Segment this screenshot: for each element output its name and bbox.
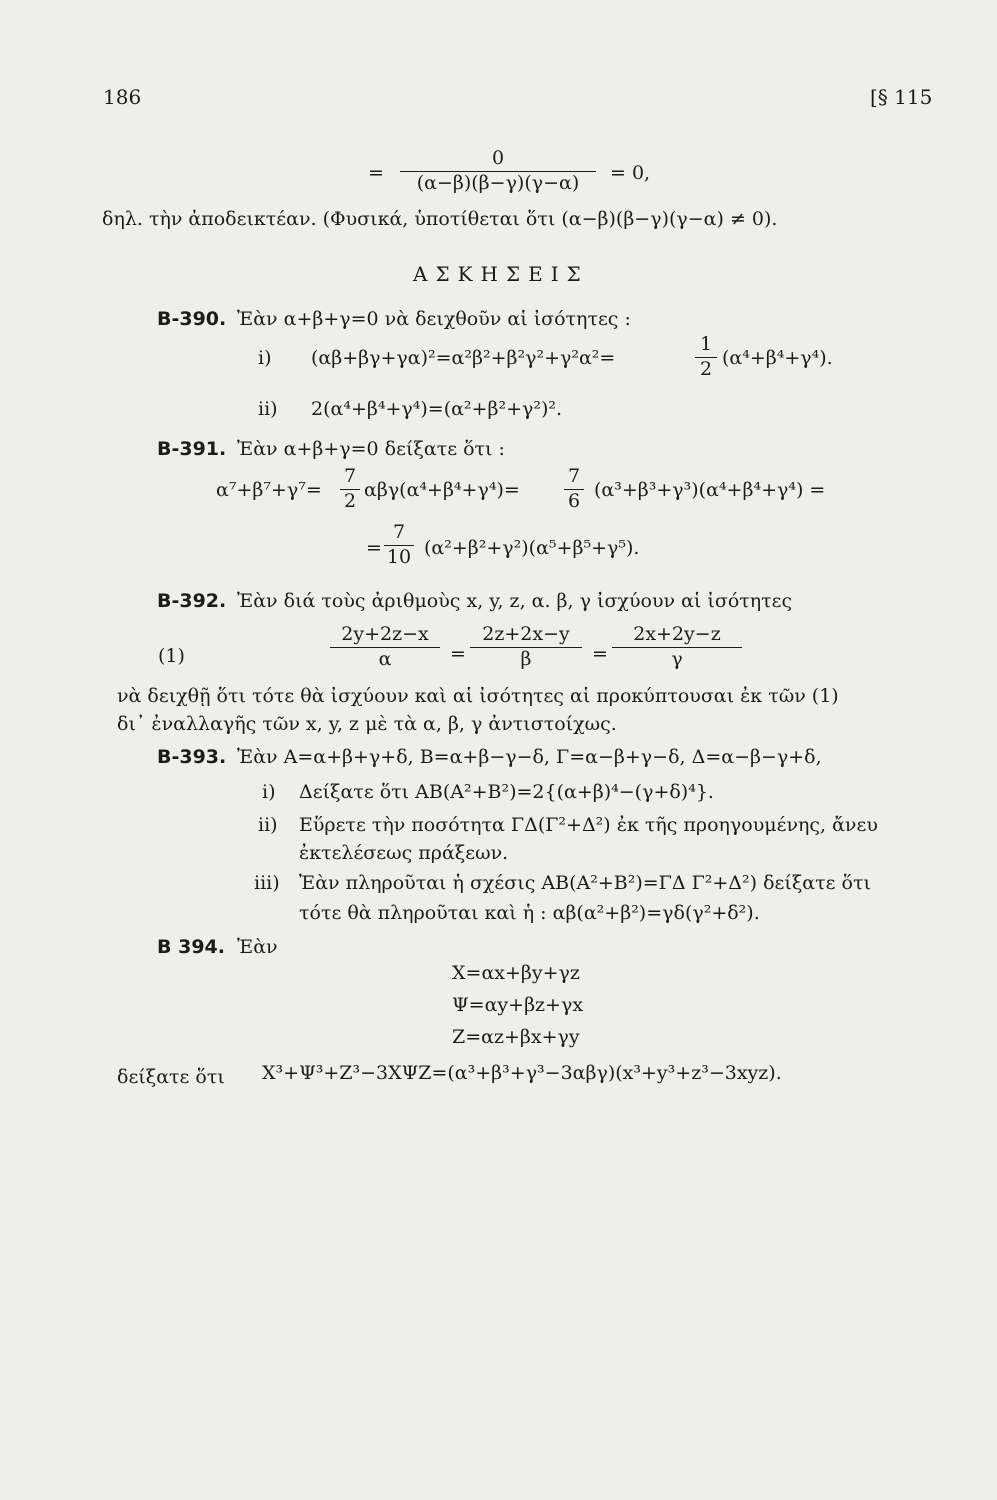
b393-iii-label: iii) <box>254 872 280 894</box>
b392-f3-num: 2x+2y−z <box>633 623 721 645</box>
b391-l1-f2-num: 7 <box>567 465 581 487</box>
b393-i-label: i) <box>262 781 276 803</box>
b394-eq-3: Z=αz+βx+γy <box>452 1026 580 1048</box>
b393-i-text: Δείξατε ὅτι AB(A²+B²)=2{(α+β)⁴−(γ+δ)⁴}. <box>299 781 714 803</box>
b392-label: B-392. <box>157 590 227 612</box>
b391-l1-a: α⁷+β⁷+γ⁷= <box>216 479 322 501</box>
b392-eq-sign-1: = <box>450 643 466 665</box>
b393-ii-text-1: Εὕρετε τὴν ποσότητα ΓΔ(Γ²+Δ²) ἐκ τῆς προηγουμένης, ἄνευ <box>299 814 878 836</box>
b391-l2-a: = <box>366 537 382 559</box>
b390-i-label: i) <box>258 347 272 369</box>
b392-fraction-1 <box>330 624 440 671</box>
b392-f2-num: 2z+2x−y <box>482 623 570 645</box>
b391-l1-fraction-1 <box>340 466 360 513</box>
b390-i-lhs: (αβ+βγ+γα)²=α²β²+β²γ²+γ²α²= <box>311 347 616 369</box>
b391-l1-c: (α³+β³+γ³)(α⁴+β⁴+γ⁴) = <box>594 479 826 501</box>
b391-label: B-391. <box>157 438 227 460</box>
b392-statement: Ἐὰν διά τοὺς ἀριθμοὺς x, y, z, α. β, γ ἰσχύουν αἱ ἰσότητες <box>237 590 793 612</box>
b392-f3-den: γ <box>671 647 683 670</box>
b390-i-rhs: (α⁴+β⁴+γ⁴). <box>722 347 833 369</box>
b390-i-frac-den: 2 <box>699 357 713 380</box>
b390-ii-label: ii) <box>258 398 278 420</box>
b391-l1-f1-den: 2 <box>343 489 357 512</box>
b391-l1-f2-den: 6 <box>567 489 581 512</box>
b391-l1-b: αβγ(α⁴+β⁴+γ⁴)= <box>364 479 520 501</box>
b392-fraction-3 <box>612 624 742 671</box>
b392-f1-den: α <box>378 647 392 670</box>
page-number: 186 <box>103 85 142 109</box>
section-heading: ΑΣΚΗΣΕΙΣ <box>413 262 589 286</box>
b394-eq-2: Ψ=αy+βz+γx <box>452 994 584 1016</box>
b391-l2-fraction <box>384 522 414 569</box>
b393-iii-text-1: Ἐὰν πληροῦται ἡ σχέσις AB(A²+B²)=ΓΔ Γ²+Δ²) δείξατε ὅτι <box>299 872 871 894</box>
b393-ii-label: ii) <box>258 814 278 836</box>
section-ref: [§ 115 <box>870 85 933 109</box>
b392-f1-num: 2y+2z−x <box>341 623 429 645</box>
b391-l2-f-den: 10 <box>386 545 412 568</box>
b391-l1-f1-num: 7 <box>343 465 357 487</box>
b393-iii-text-2: τότε θὰ πληροῦται καὶ ἡ : αβ(α²+β²)=γδ(γ²+δ²). <box>299 902 760 924</box>
intro-fraction-den: (α−β)(β−γ)(γ−α) <box>416 171 580 194</box>
b392-f2-den: β <box>520 647 532 670</box>
intro-eq-lead: = <box>368 162 384 184</box>
b390-label: B-390. <box>157 308 227 330</box>
b394-conclusion-eq: X³+Ψ³+Z³−3XΨZ=(α³+β³+γ³−3αβγ)(x³+y³+z³−3xyz). <box>262 1062 782 1084</box>
b392-eq-label: (1) <box>158 645 185 667</box>
b390-statement: Ἐὰν α+β+γ=0 νὰ δειχθοῦν αἱ ἰσότητες : <box>237 308 631 330</box>
b394-conclusion-word: δείξατε ὅτι <box>117 1066 225 1088</box>
intro-fraction <box>400 148 596 195</box>
b390-ii-eq: 2(α⁴+β⁴+γ⁴)=(α²+β²+γ²)². <box>311 398 563 420</box>
intro-text: δηλ. τὴν ἀποδεικτέαν. (Φυσικά, ὑποτίθεται ὅτι (α−β)(β−γ)(γ−α) ≠ 0). <box>102 208 778 230</box>
intro-eq-tail: = 0, <box>610 162 651 184</box>
intro-fraction-num: 0 <box>491 147 505 169</box>
b391-l2-f-num: 7 <box>392 521 406 543</box>
b392-text-1: νὰ δειχθῇ ὅτι τότε θὰ ἰσχύουν καὶ αἱ ἰσότητες αἱ προκύπτουσαι ἐκ τῶν (1) <box>117 685 839 707</box>
b392-text-2: δι᾽ ἐναλλαγῆς τῶν x, y, z μὲ τὰ α, β, γ ἀντιστοίχως. <box>117 713 617 735</box>
b391-l1-fraction-2 <box>564 466 584 513</box>
b393-ii-text-2: ἐκτελέσεως πράξεων. <box>299 842 509 864</box>
b394-label: B 394. <box>157 936 225 958</box>
b394-statement: Ἐὰν <box>237 936 278 958</box>
b392-eq-sign-2: = <box>592 643 608 665</box>
b393-label: B-393. <box>157 746 227 768</box>
b390-i-fraction <box>695 334 717 381</box>
b392-fraction-2 <box>470 624 582 671</box>
b390-i-frac-num: 1 <box>699 333 713 355</box>
b394-eq-1: X=αx+βy+γz <box>452 962 580 984</box>
b391-statement: Ἐὰν α+β+γ=0 δείξατε ὅτι : <box>237 438 505 460</box>
b393-statement: Ἐὰν A=α+β+γ+δ, B=α+β−γ−δ, Γ=α−β+γ−δ, Δ=α−β−γ+δ, <box>237 746 822 768</box>
b391-l2-b: (α²+β²+γ²)(α⁵+β⁵+γ⁵). <box>424 537 640 559</box>
